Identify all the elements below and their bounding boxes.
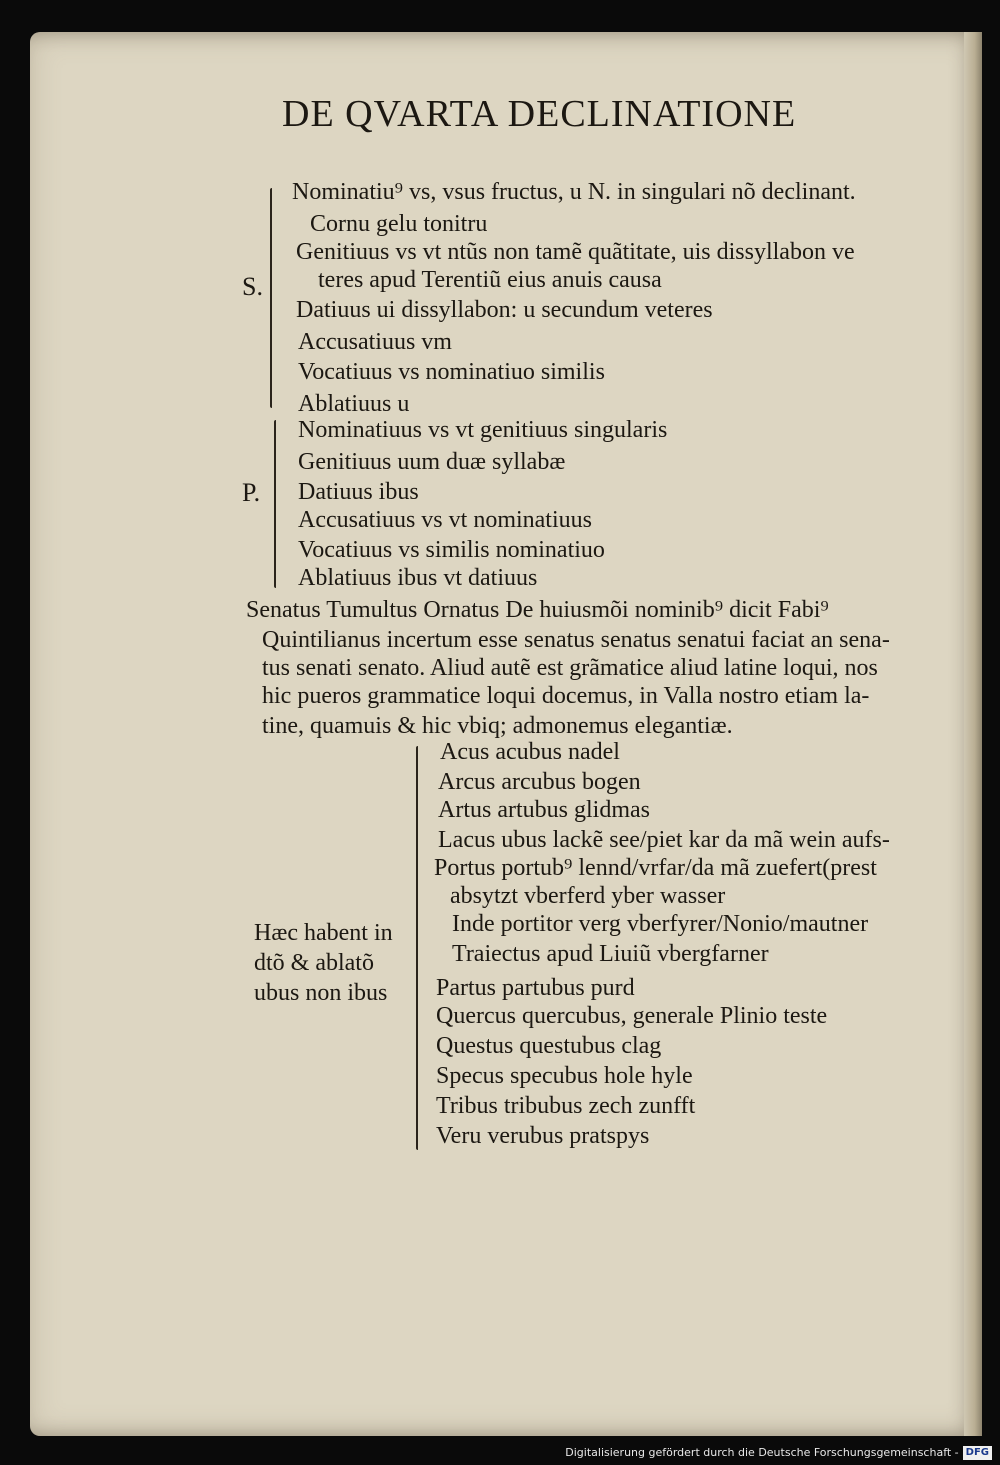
- dfg-logo: DFG: [963, 1446, 992, 1460]
- singular-line: Datiuus ui dissyllabon: u secundum veteres: [296, 297, 713, 323]
- plural-line: Datiuus ibus: [298, 479, 419, 505]
- side-note-line: Hæc habent in: [254, 920, 393, 946]
- word-entry: Partus partubus purd: [436, 975, 635, 1001]
- footer-text: Digitalisierung gefördert durch die Deutsche Forschungsgemeinschaft -: [565, 1446, 959, 1459]
- word-entry: Portus portub⁹ lennd/vrfar/da mã zuefert(prest: [434, 855, 877, 881]
- paragraph-line: tine, quamuis & hic vbiq; admonemus elegantiæ.: [262, 713, 733, 739]
- word-entry: Traiectus apud Liuiũ vbergfarner: [452, 941, 769, 967]
- word-entry: Questus questubus clag: [436, 1033, 662, 1059]
- paragraph-line: hic pueros grammatice loqui docemus, in Valla nostro etiam la-: [262, 683, 870, 709]
- singular-line: Ablatiuus u: [298, 391, 410, 417]
- paragraph-line: Senatus Tumultus Ornatus De huiusmõi nominib⁹ dicit Fabi⁹: [246, 597, 829, 623]
- plural-brace: [274, 420, 276, 588]
- plural-marker: P.: [242, 478, 261, 507]
- funding-footer: [0, 1441, 1000, 1465]
- plural-line: Ablatiuus ibus vt datiuus: [298, 565, 538, 591]
- word-entry: absytzt vberferd yber wasser: [450, 883, 726, 909]
- singular-marker: S.: [242, 272, 263, 301]
- paragraph-line: tus senati senato. Aliud autẽ est grãmatice aliud latine loqui, nos: [262, 655, 878, 681]
- word-entry: Quercus quercubus, generale Plinio teste: [436, 1003, 828, 1029]
- plural-line: Accusatiuus vs vt nominatiuus: [298, 507, 592, 533]
- singular-line: Vocatiuus vs nominatiuo similis: [298, 359, 605, 385]
- page-title: DE QVARTA DECLINATIONE: [282, 93, 797, 135]
- plural-line: Genitiuus uum duæ syllabæ: [298, 449, 566, 475]
- word-list-brace: [416, 746, 418, 1150]
- word-entry: Inde portitor verg vberfyrer/Nonio/mautner: [452, 911, 869, 937]
- word-entry: Artus artubus glidmas: [438, 797, 650, 823]
- side-note-line: dtõ & ablatõ: [254, 950, 374, 976]
- page-spine-shadow: [964, 32, 982, 1436]
- plural-line: Nominatiuus vs vt genitiuus singularis: [298, 417, 668, 443]
- singular-line: Cornu gelu tonitru: [310, 211, 488, 237]
- word-entry: Acus acubus nadel: [440, 739, 620, 765]
- word-entry: Tribus tribubus zech zunfft: [436, 1093, 696, 1119]
- plural-line: Vocatiuus vs similis nominatiuo: [298, 537, 605, 563]
- word-entry: Arcus arcubus bogen: [438, 769, 641, 795]
- singular-line: Nominatiu⁹ vs, vsus fructus, u N. in singulari nõ declinant.: [292, 179, 856, 205]
- word-entry: Lacus ubus lackẽ see/piet kar da mã wein aufs-: [438, 827, 890, 853]
- singular-line: Genitiuus vs vt ntũs non tamẽ quãtitate, uis dissyllabon ve: [296, 239, 855, 265]
- side-note-line: ubus non ibus: [254, 980, 388, 1006]
- word-entry: Veru verubus pratspys: [436, 1123, 650, 1149]
- paragraph-line: Quintilianus incertum esse senatus senatus senatui faciat an sena-: [262, 627, 890, 653]
- singular-line: teres apud Terentiũ eius anuis causa: [318, 267, 662, 293]
- singular-line: Accusatiuus vm: [298, 329, 452, 355]
- singular-brace: [270, 188, 272, 408]
- word-entry: Specus specubus hole hyle: [436, 1063, 693, 1089]
